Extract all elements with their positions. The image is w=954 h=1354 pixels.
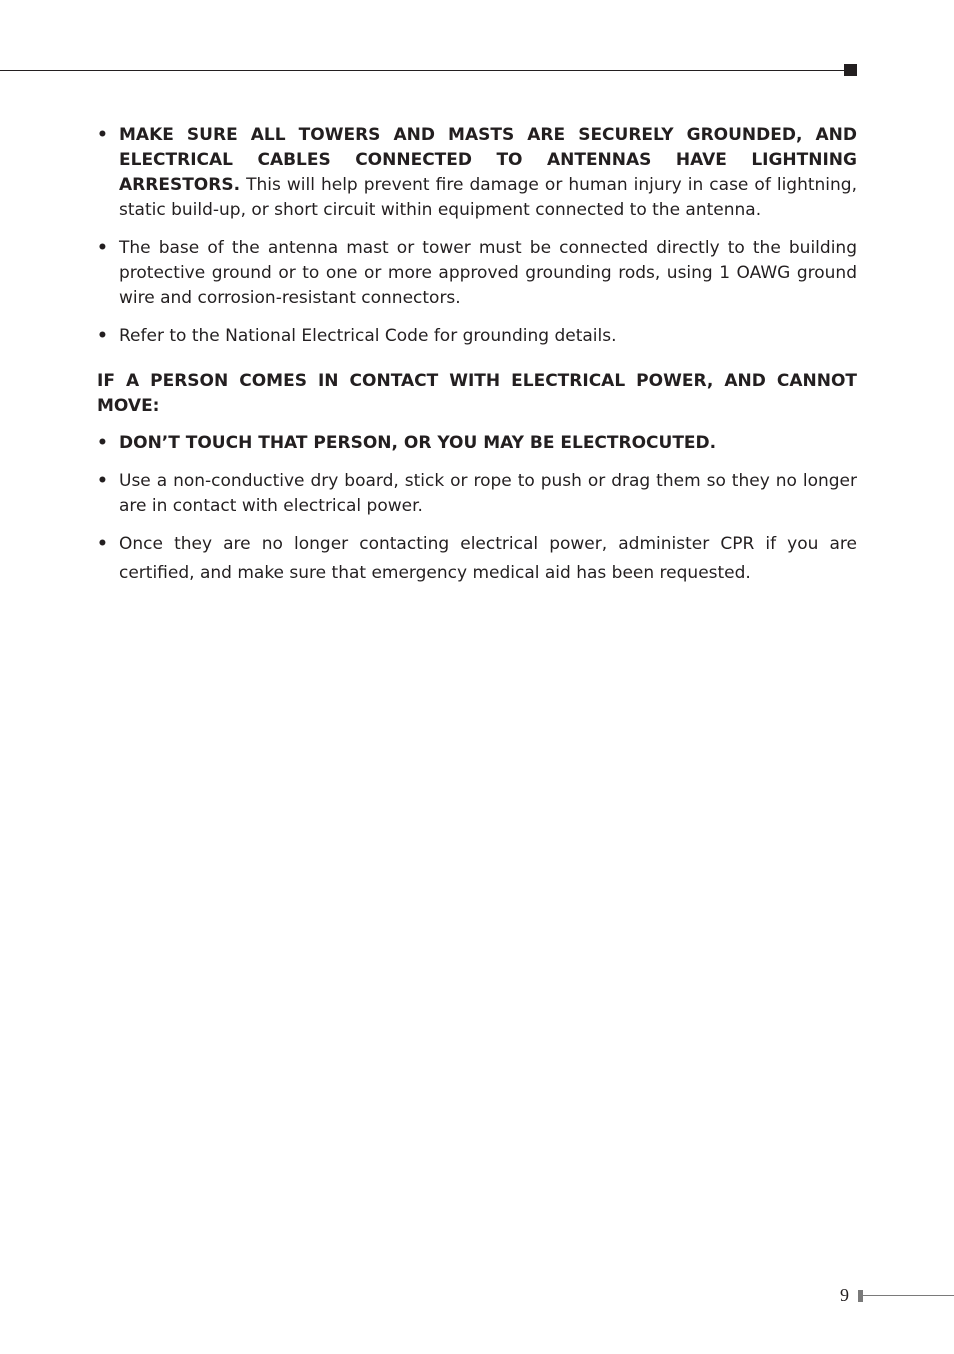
page-content	[97, 123, 857, 590]
cpr-text-line-1: Once they are no longer contacting electrical power, administer CPR if you are	[119, 534, 857, 554]
list-item-non-conductive	[97, 469, 857, 519]
list-item-cpr	[97, 532, 857, 590]
footer-rule	[863, 1295, 954, 1296]
bullet-icon: •	[97, 238, 108, 258]
electrical-code-text: Refer to the National Electrical Code for grounding details.	[119, 326, 617, 346]
contact-heading: IF A PERSON COMES IN CONTACT WITH ELECTRICAL POWER, AND CANNOT MOVE:	[97, 371, 857, 416]
cpr-text-line-2: certified, and make sure that emergency medical aid has been requested.	[119, 563, 751, 583]
list-item-grounding-warning	[97, 123, 857, 223]
grounding-warning-bold: MAKE SURE ALL TOWERS AND MASTS ARE SECURELY GROUNDED, AND ELECTRICAL CABLES CONNECTED TO ANTENNAS HAVE LIGHTNING ARRESTORS.	[119, 125, 857, 195]
dont-touch-text: DON’T TOUCH THAT PERSON, OR YOU MAY BE ELECTROCUTED.	[119, 433, 717, 453]
bullet-icon: •	[97, 433, 108, 453]
header-rule	[0, 70, 846, 71]
list-item-mast-base	[97, 236, 857, 311]
list-item-dont-touch	[97, 431, 857, 456]
bullet-icon: •	[97, 125, 108, 145]
list-item-electrical-code	[97, 324, 857, 349]
page-number: 9	[840, 1285, 849, 1305]
contact-list	[97, 431, 857, 590]
grounding-list	[97, 123, 857, 349]
non-conductive-text: Use a non-conductive dry board, stick or rope to push or drag them so they no longer are in contact with electrical power.	[119, 471, 857, 516]
bullet-icon: •	[97, 534, 108, 554]
bullet-icon: •	[97, 326, 108, 346]
footer-bar-marker	[858, 1290, 863, 1302]
grounding-warning-text: This will help prevent fire damage or human injury in case of lightning, static build-up, or short circuit within equipment connected to the antenna.	[119, 175, 857, 220]
bullet-icon: •	[97, 471, 108, 491]
header-square-marker	[844, 64, 857, 76]
mast-base-text: The base of the antenna mast or tower must be connected directly to the building protective ground or to one or more approved grounding rods, using 1 OAWG ground wire and corrosion-resistant connectors.	[119, 238, 857, 308]
